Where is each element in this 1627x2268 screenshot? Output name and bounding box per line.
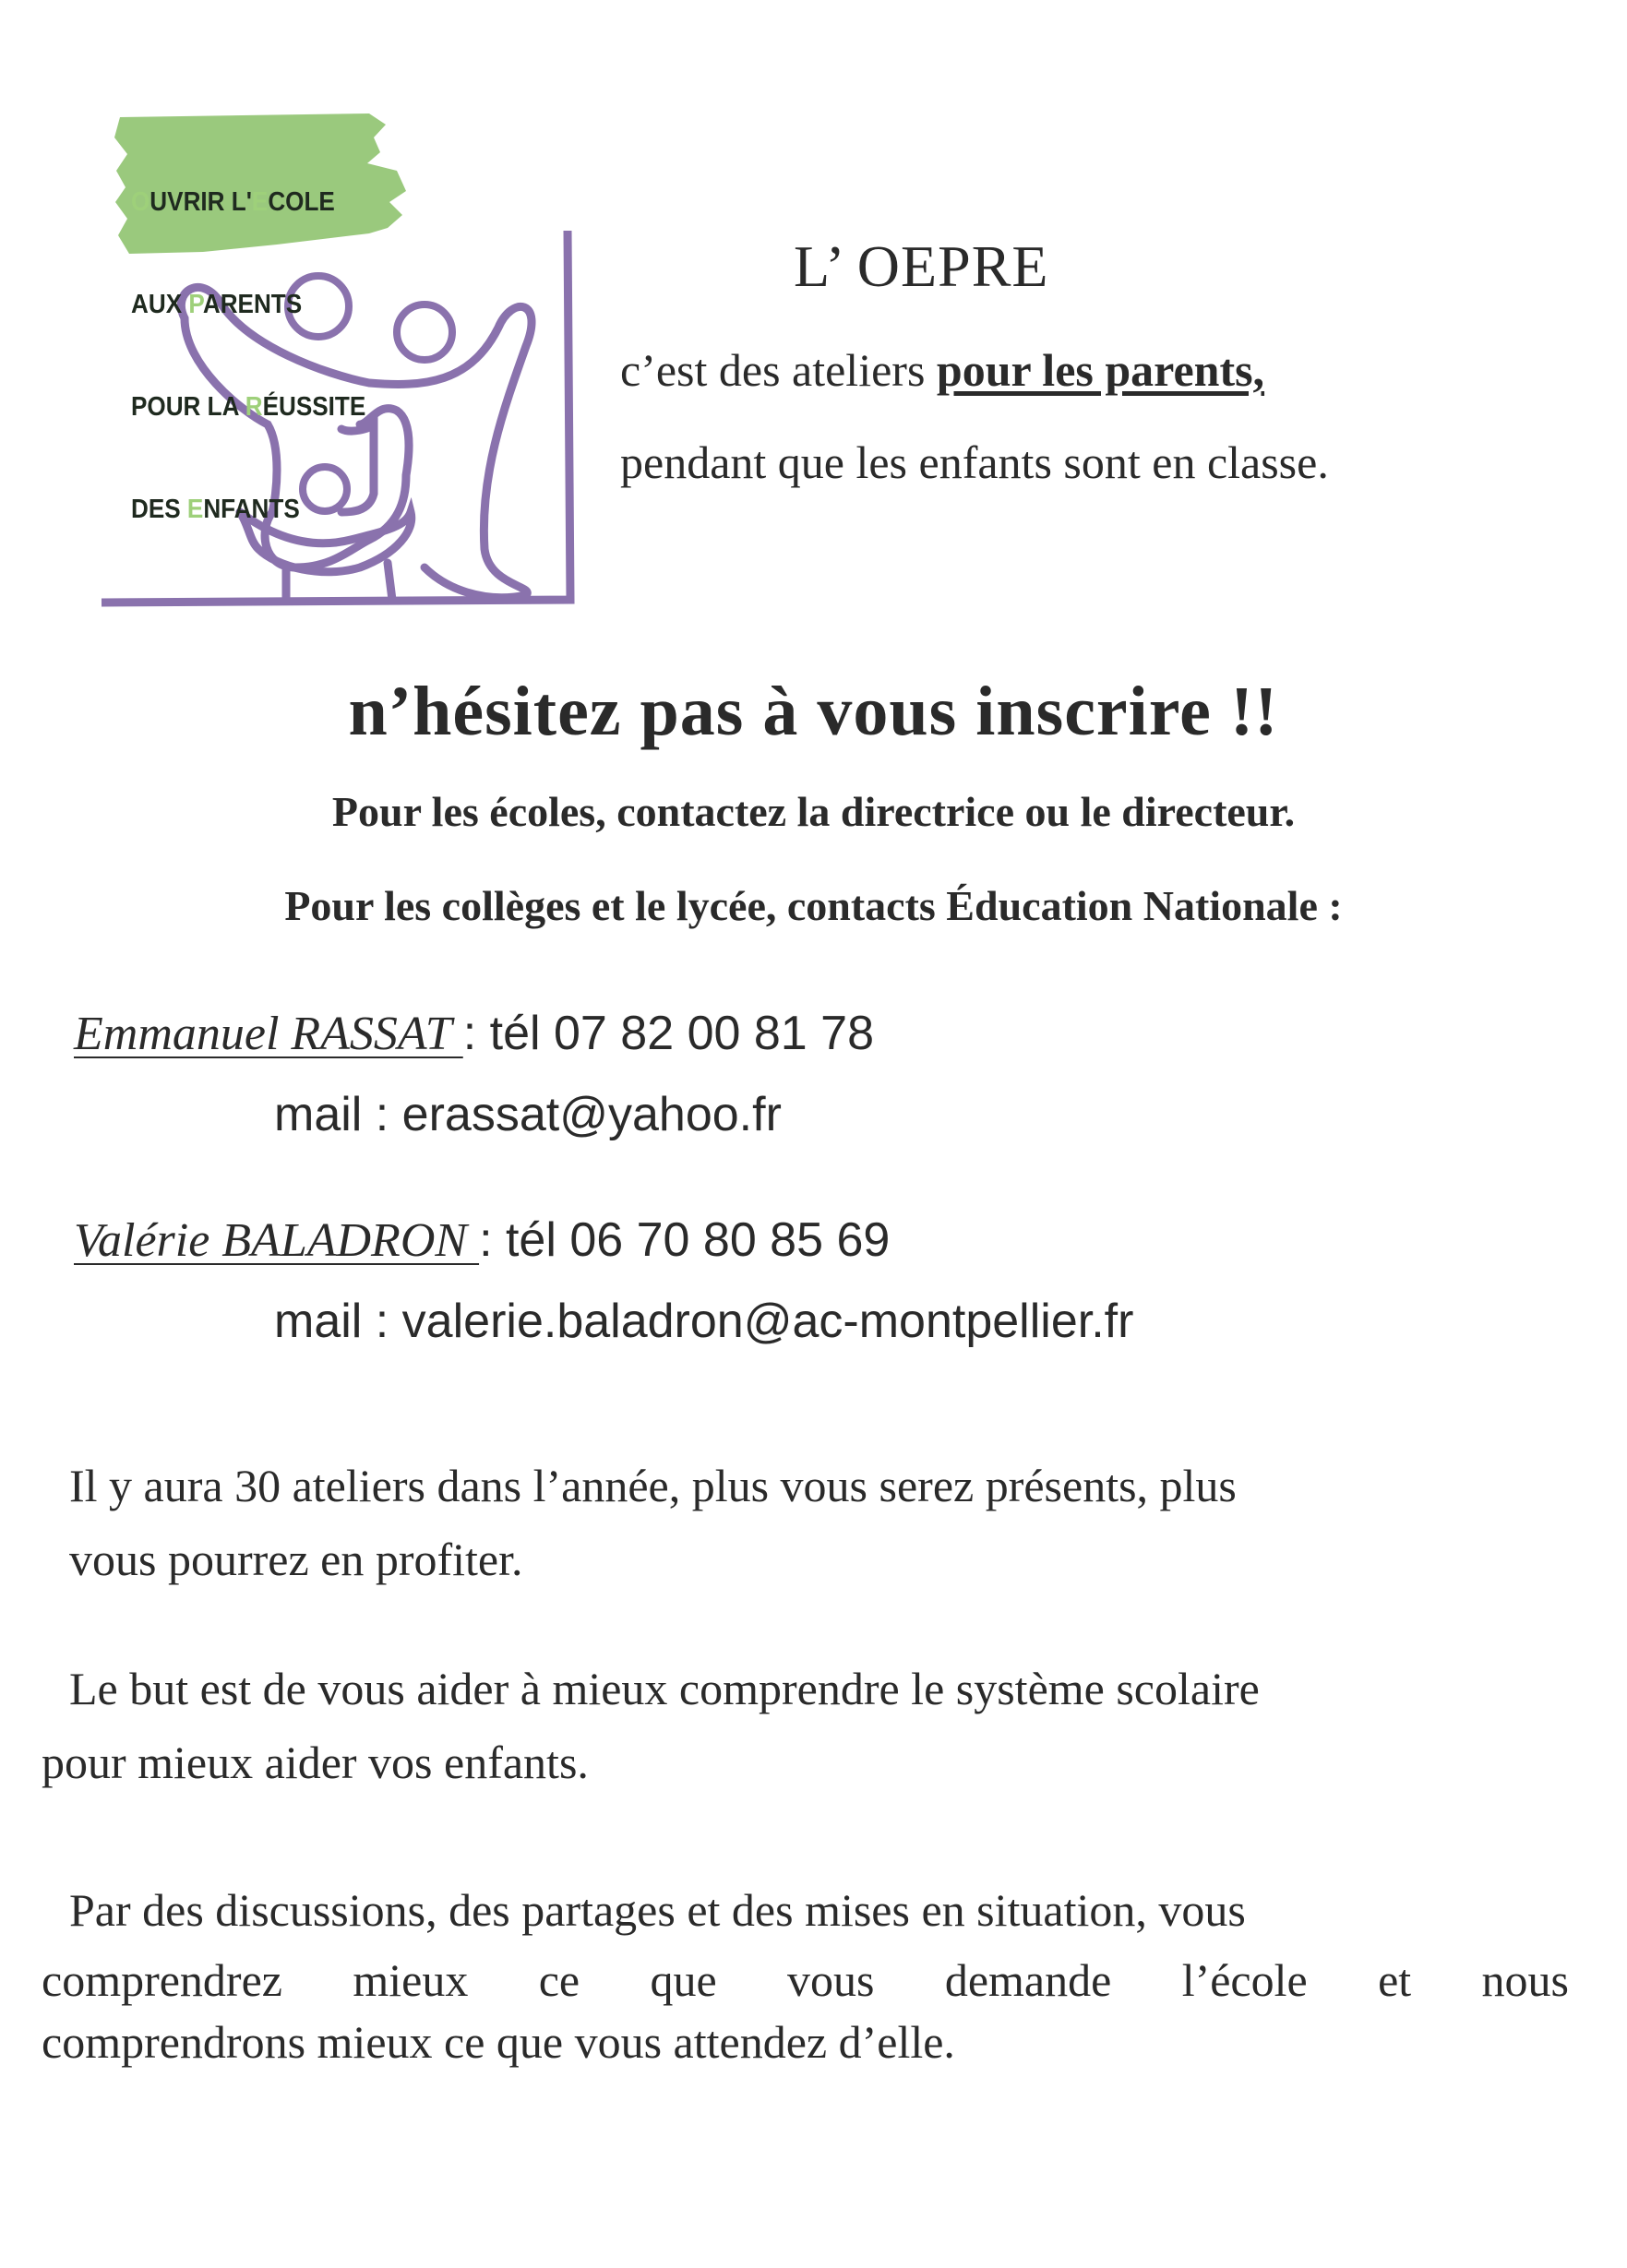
logo-second-head <box>397 304 452 360</box>
colleges-instruction: Pour les collèges et le lycée, contacts Éducation Nationale : <box>284 882 1343 929</box>
contact-2 <box>74 1212 890 1268</box>
oepre-logo <box>92 106 591 623</box>
paragraph-workshops: Il y aura 30 ateliers dans l’année, plus vous serez présents, plus vous pourrez en profiter. <box>69 1460 1237 1585</box>
logo-line-2: AUX PARENTS <box>131 290 303 319</box>
contact-2-mail: mail : valerie.baladron@ac-montpellier.fr <box>274 1295 1134 1348</box>
contact-1-phone: : tél 07 82 00 81 78 <box>462 1007 874 1060</box>
contact-2-phone: : tél 06 70 80 85 69 <box>479 1213 891 1267</box>
paragraph-goal: Le but est de vous aider à mieux comprendre le système scolaire pour mieux aider vos enfants. <box>42 1663 1260 1788</box>
intro-emphasis: pour les parents, <box>936 344 1265 396</box>
headline: n’hésitez pas à vous inscrire !! <box>348 673 1279 750</box>
contact-1-mail: mail : erassat@yahoo.fr <box>274 1088 782 1141</box>
logo-line-4: DES ENFANTS <box>131 495 300 524</box>
contact-1 <box>74 1006 874 1061</box>
schools-instruction: Pour les écoles, contactez la directrice ou le directeur. <box>331 788 1296 835</box>
contact-1-name: Emmanuel RASSAT <box>74 1008 463 1060</box>
contact-2-name: Valérie BALADRON <box>74 1214 480 1267</box>
page-title: L’ OEPRE <box>794 233 1049 299</box>
logo-text <box>131 117 365 595</box>
paragraph-method: Par des discussions, des partages et des mises en situation, vous comprendrez mieux ce que vous demande l’école et nous comprendrons mieux ce que vous attendez d’elle. <box>42 1884 1569 2068</box>
logo-line-3: POUR LA RÉUSSITE <box>131 392 366 422</box>
intro-line-1: c’est des ateliers pour les parents, <box>620 344 1265 396</box>
logo-line-1: OUVRIR L'ECOLE <box>131 187 335 217</box>
intro-line-2: pendant que les enfants sont en classe. <box>620 436 1329 488</box>
